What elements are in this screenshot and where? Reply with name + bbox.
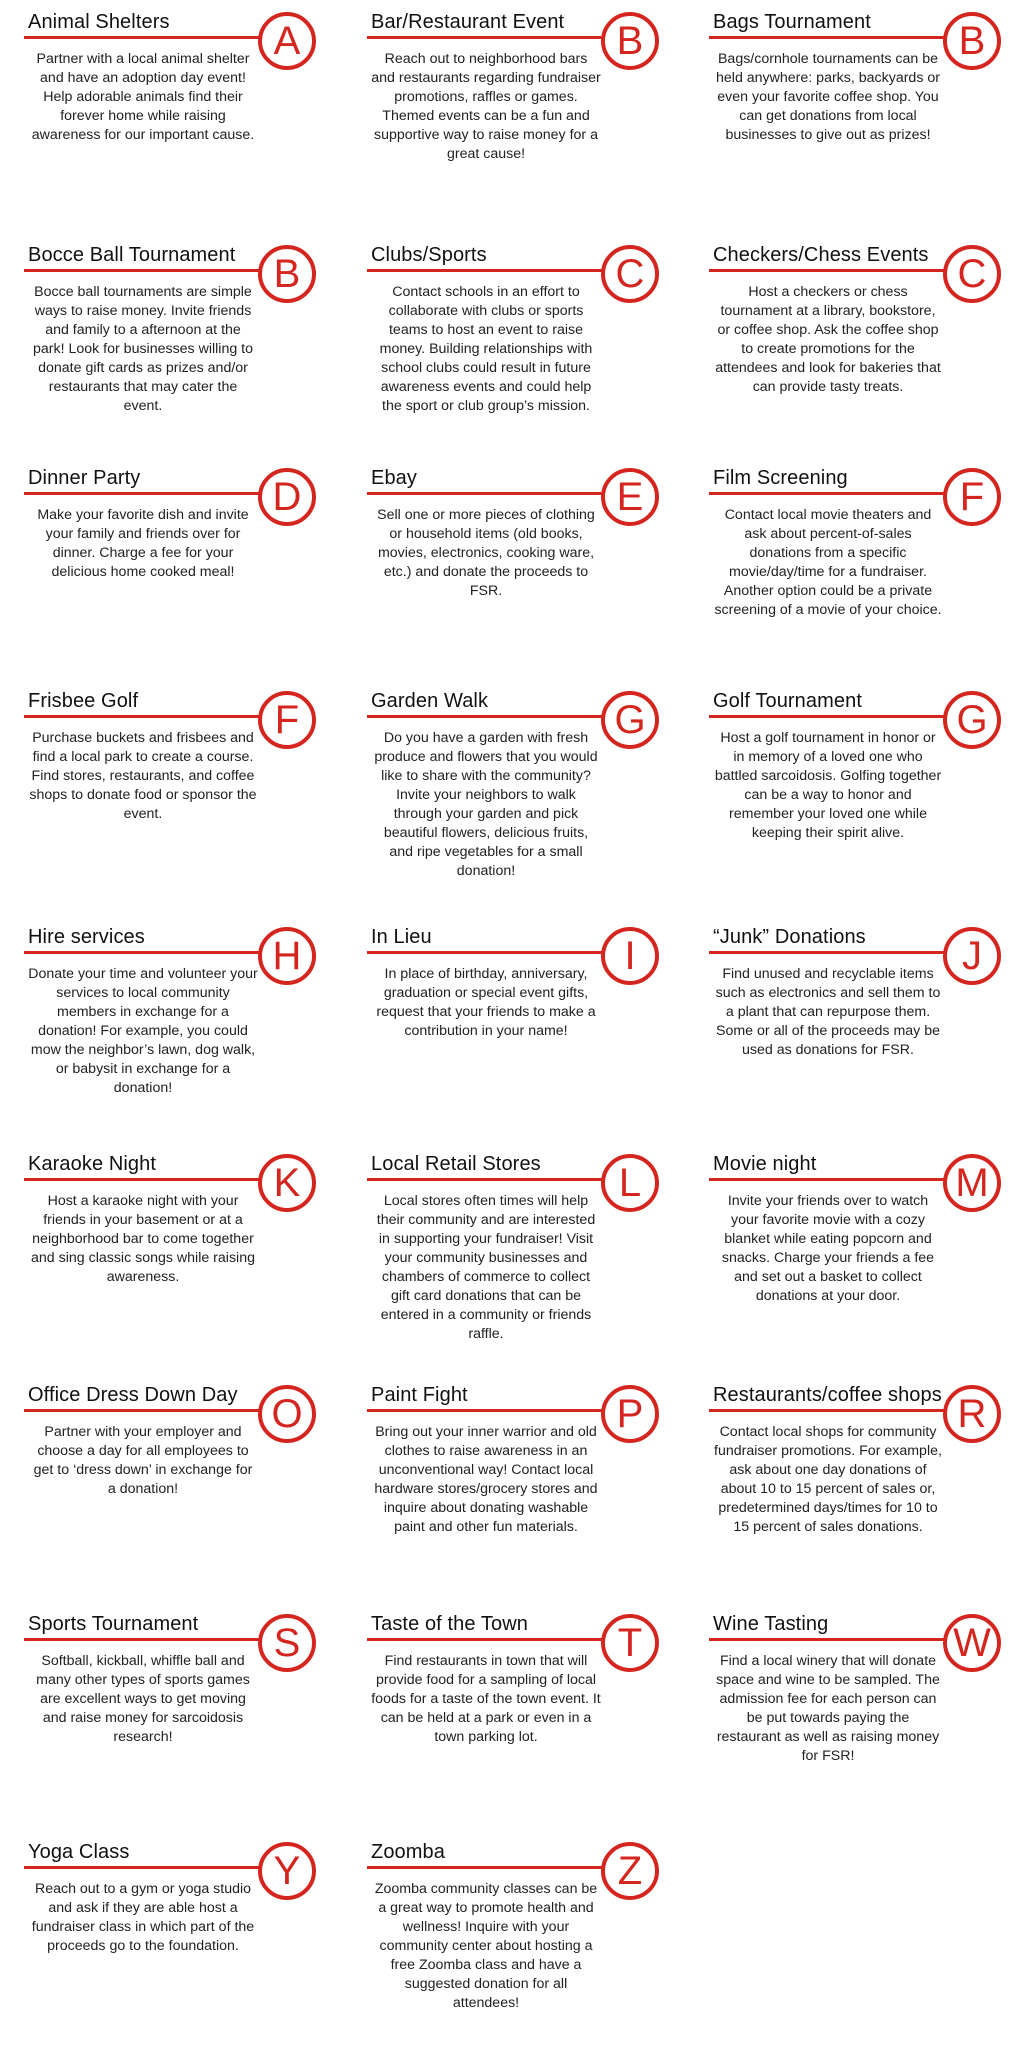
idea-card xyxy=(20,1152,320,1380)
idea-title: Bocce Ball Tournament xyxy=(28,244,236,266)
idea-title: Movie night xyxy=(713,1153,817,1175)
idea-description: In place of birthday, anniversary, graduation or special event gifts, request that your friends to make a contribution in your name! xyxy=(376,966,596,1039)
idea-description: Bocce ball tournaments are simple ways to raise money. Invite friends and family to a afternoon at the park! Look for businesses willing to donate gift cards as prizes and/or restaurants that may cater the event. xyxy=(32,284,254,414)
idea-card xyxy=(363,1383,663,1611)
idea-description: Sell one or more pieces of clothing or household items (old books, movies, electronics, cooking ware, etc.) and donate the proceeds to FSR. xyxy=(377,507,595,599)
idea-card xyxy=(705,1383,1005,1611)
idea-title: Paint Fight xyxy=(371,1384,468,1406)
letter-badge: Y xyxy=(258,1842,316,1900)
letter-badge: E xyxy=(601,468,659,526)
idea-title: Wine Tasting xyxy=(713,1613,829,1635)
idea-description: Invite your friends over to watch your favorite movie with a cozy blanket while eating popcorn and snacks. Charge your friends a fee and set out a basket to collect donations at your door. xyxy=(721,1193,935,1304)
idea-title: Yoga Class xyxy=(28,1841,130,1863)
title-underline xyxy=(367,36,607,39)
idea-card xyxy=(363,925,663,1153)
idea-description: Softball, kickball, whiffle ball and many other types of sports games are excellent ways to get moving and raise money for sarcoidosis research! xyxy=(36,1653,250,1745)
letter-badge: O xyxy=(258,1385,316,1443)
title-underline xyxy=(367,1866,607,1869)
idea-title: Sports Tournament xyxy=(28,1613,199,1635)
idea-title: Clubs/Sports xyxy=(371,244,487,266)
title-underline xyxy=(24,715,264,718)
letter-badge: I xyxy=(601,927,659,985)
idea-card xyxy=(705,1152,1005,1380)
idea-card xyxy=(363,1152,663,1380)
idea-card xyxy=(20,1383,320,1611)
idea-description: Bags/cornhole tournaments can be held anywhere: parks, backyards or even your favorite coffee shop. You can get donations from local businesses to give out as prizes! xyxy=(716,51,940,143)
idea-description: Host a karaoke night with your friends in your basement or at a neighborhood bar to come together and sing classic songs while raising awareness. xyxy=(31,1193,255,1285)
letter-badge: B xyxy=(601,12,659,70)
idea-description: Bring out your inner warrior and old clothes to raise awareness in an unconventional way! Contact local hardware stores/grocery stores and inquire about donating washable paint and other fun materials. xyxy=(374,1424,598,1535)
idea-card xyxy=(363,1612,663,1840)
letter-badge: T xyxy=(601,1614,659,1672)
letter-badge: H xyxy=(258,927,316,985)
letter-badge: G xyxy=(943,691,1001,749)
idea-description: Contact schools in an effort to collaborate with clubs or sports teams to host an event to raise money. Building relationships with school clubs could result in future awareness events and could help the sport or club group’s mission. xyxy=(379,284,593,414)
idea-description: Reach out to neighborhood bars and restaurants regarding fundraiser promotions, raffles or games. Themed events can be a fun and supportive way to raise money for a great cause! xyxy=(371,51,601,162)
idea-title: Restaurants/coffee shops xyxy=(713,1384,942,1406)
title-underline xyxy=(24,1178,264,1181)
idea-description: Find unused and recyclable items such as electronics and sell them to a plant that can repurpose them. Some or all of the proceeds may be used as donations for FSR. xyxy=(715,966,941,1058)
letter-badge: C xyxy=(601,245,659,303)
idea-description: Contact local shops for community fundraiser promotions. For example, ask about one day donations of about 10 to 15 percent of sales or, predetermined days/times for 10 to 15 percent of sales donations. xyxy=(714,1424,942,1535)
title-underline xyxy=(709,492,949,495)
title-underline xyxy=(24,492,264,495)
title-underline xyxy=(24,1866,264,1869)
idea-description: Local stores often times will help their community and are interested in supporting your fundraiser! Visit your community businesses and chambers of commerce to collect gift card donations that can be entered in a community or friends raffle. xyxy=(376,1193,596,1342)
letter-badge: M xyxy=(943,1154,1001,1212)
title-underline xyxy=(24,1638,264,1641)
idea-description: Make your favorite dish and invite your family and friends over for dinner. Charge a fee for your delicious home cooked meal! xyxy=(37,507,249,580)
idea-description: Do you have a garden with fresh produce and flowers that you would like to share with the community? Invite your neighbors to walk through your garden and pick beautiful flowers, delicious fruits, and ripe vegetables for a small donation! xyxy=(374,730,598,879)
idea-title: Dinner Party xyxy=(28,467,141,489)
title-underline xyxy=(24,36,264,39)
letter-badge: R xyxy=(943,1385,1001,1443)
title-underline xyxy=(709,715,949,718)
idea-description: Purchase buckets and frisbees and find a local park to create a course. Find stores, restaurants, and coffee shops to donate food or sponsor the event. xyxy=(29,730,257,822)
idea-title: Bar/Restaurant Event xyxy=(371,11,565,33)
idea-title: Film Screening xyxy=(713,467,848,489)
idea-card xyxy=(705,243,1005,471)
letter-badge: B xyxy=(258,245,316,303)
idea-card xyxy=(705,10,1005,238)
title-underline xyxy=(709,1638,949,1641)
title-underline xyxy=(709,1409,949,1412)
letter-badge: F xyxy=(943,468,1001,526)
letter-badge: C xyxy=(943,245,1001,303)
letter-badge: W xyxy=(943,1614,1001,1672)
idea-title: Hire services xyxy=(28,926,145,948)
idea-card xyxy=(363,466,663,694)
title-underline xyxy=(367,951,607,954)
idea-card xyxy=(20,925,320,1153)
idea-card xyxy=(363,243,663,471)
idea-card xyxy=(20,466,320,694)
letter-badge: D xyxy=(258,468,316,526)
idea-title: Zoomba xyxy=(371,1841,445,1863)
letter-badge: G xyxy=(601,691,659,749)
idea-description: Reach out to a gym or yoga studio and ask if they are able host a fundraiser class in which part of the proceeds go to the foundation. xyxy=(31,1881,255,1954)
idea-card xyxy=(20,243,320,471)
idea-card xyxy=(705,689,1005,917)
title-underline xyxy=(24,269,264,272)
idea-title: Frisbee Golf xyxy=(28,690,139,712)
letter-badge: L xyxy=(601,1154,659,1212)
title-underline xyxy=(367,1638,607,1641)
letter-badge: Z xyxy=(601,1842,659,1900)
idea-card xyxy=(20,1612,320,1840)
title-underline xyxy=(709,1178,949,1181)
letter-badge: B xyxy=(943,12,1001,70)
title-underline xyxy=(367,269,607,272)
idea-title: Local Retail Stores xyxy=(371,1153,541,1175)
idea-card xyxy=(363,10,663,238)
title-underline xyxy=(709,269,949,272)
idea-card xyxy=(20,10,320,238)
letter-badge: S xyxy=(258,1614,316,1672)
idea-title: Bags Tournament xyxy=(713,11,871,33)
title-underline xyxy=(367,1409,607,1412)
idea-description: Donate your time and volunteer your services to local community members in exchange for a donation! For example, you could mow the neighbor’s lawn, dog walk, or babysit in exchange for a donation! xyxy=(28,966,258,1096)
idea-description: Find a local winery that will donate space and wine to be sampled. The admission fee for each person can be put towards paying the restaurant as well as raising money for FSR! xyxy=(716,1653,940,1764)
idea-card xyxy=(20,1840,320,2068)
idea-description: Contact local movie theaters and ask about percent-of-sales donations from a specific movie/day/time for a fundraiser. Another option could be a private screening of a movie of your choice. xyxy=(714,507,942,618)
idea-description: Partner with your employer and choose a day for all employees to get to ‘dress down’ in exchange for a donation! xyxy=(33,1424,253,1497)
title-underline xyxy=(367,715,607,718)
letter-badge: F xyxy=(258,691,316,749)
idea-card xyxy=(705,466,1005,694)
idea-title: Garden Walk xyxy=(371,690,489,712)
title-underline xyxy=(24,1409,264,1412)
letter-badge: P xyxy=(601,1385,659,1443)
idea-title: Taste of the Town xyxy=(371,1613,528,1635)
idea-card xyxy=(705,1612,1005,1840)
idea-card xyxy=(363,1840,663,2068)
idea-title: “Junk” Donations xyxy=(713,926,866,948)
title-underline xyxy=(367,1178,607,1181)
letter-badge: A xyxy=(258,12,316,70)
idea-description: Host a golf tournament in honor or in memory of a loved one who battled sarcoidosis. Golfing together can be a way to honor and remember your loved one while keeping their spirit alive. xyxy=(714,730,942,841)
idea-title: Golf Tournament xyxy=(713,690,862,712)
idea-title: Ebay xyxy=(371,467,417,489)
idea-title: Office Dress Down Day xyxy=(28,1384,238,1406)
idea-title: Animal Shelters xyxy=(28,11,170,33)
letter-badge: K xyxy=(258,1154,316,1212)
idea-card xyxy=(705,925,1005,1153)
idea-title: Karaoke Night xyxy=(28,1153,157,1175)
idea-title: Checkers/Chess Events xyxy=(713,244,929,266)
title-underline xyxy=(709,951,949,954)
title-underline xyxy=(24,951,264,954)
idea-card xyxy=(20,689,320,917)
idea-description: Zoomba community classes can be a great way to promote health and wellness! Inquire with your community center about hosting a free Zoomba class and have a suggested donation for all attendees! xyxy=(374,1881,598,2011)
idea-description: Host a checkers or chess tournament at a library, bookstore, or coffee shop. Ask the coffee shop to create promotions for the attendees and look for bakeries that can provide tasty treats. xyxy=(715,284,941,395)
idea-description: Find restaurants in town that will provide food for a sampling of local foods for a taste of the town event. It can be held at a park or even in a town parking lot. xyxy=(371,1653,601,1745)
title-underline xyxy=(367,492,607,495)
letter-badge: J xyxy=(943,927,1001,985)
idea-description: Partner with a local animal shelter and have an adoption day event! Help adorable animals find their forever home while raising awareness for our important cause. xyxy=(31,51,255,143)
title-underline xyxy=(709,36,949,39)
idea-title: In Lieu xyxy=(371,926,432,948)
idea-card xyxy=(363,689,663,917)
